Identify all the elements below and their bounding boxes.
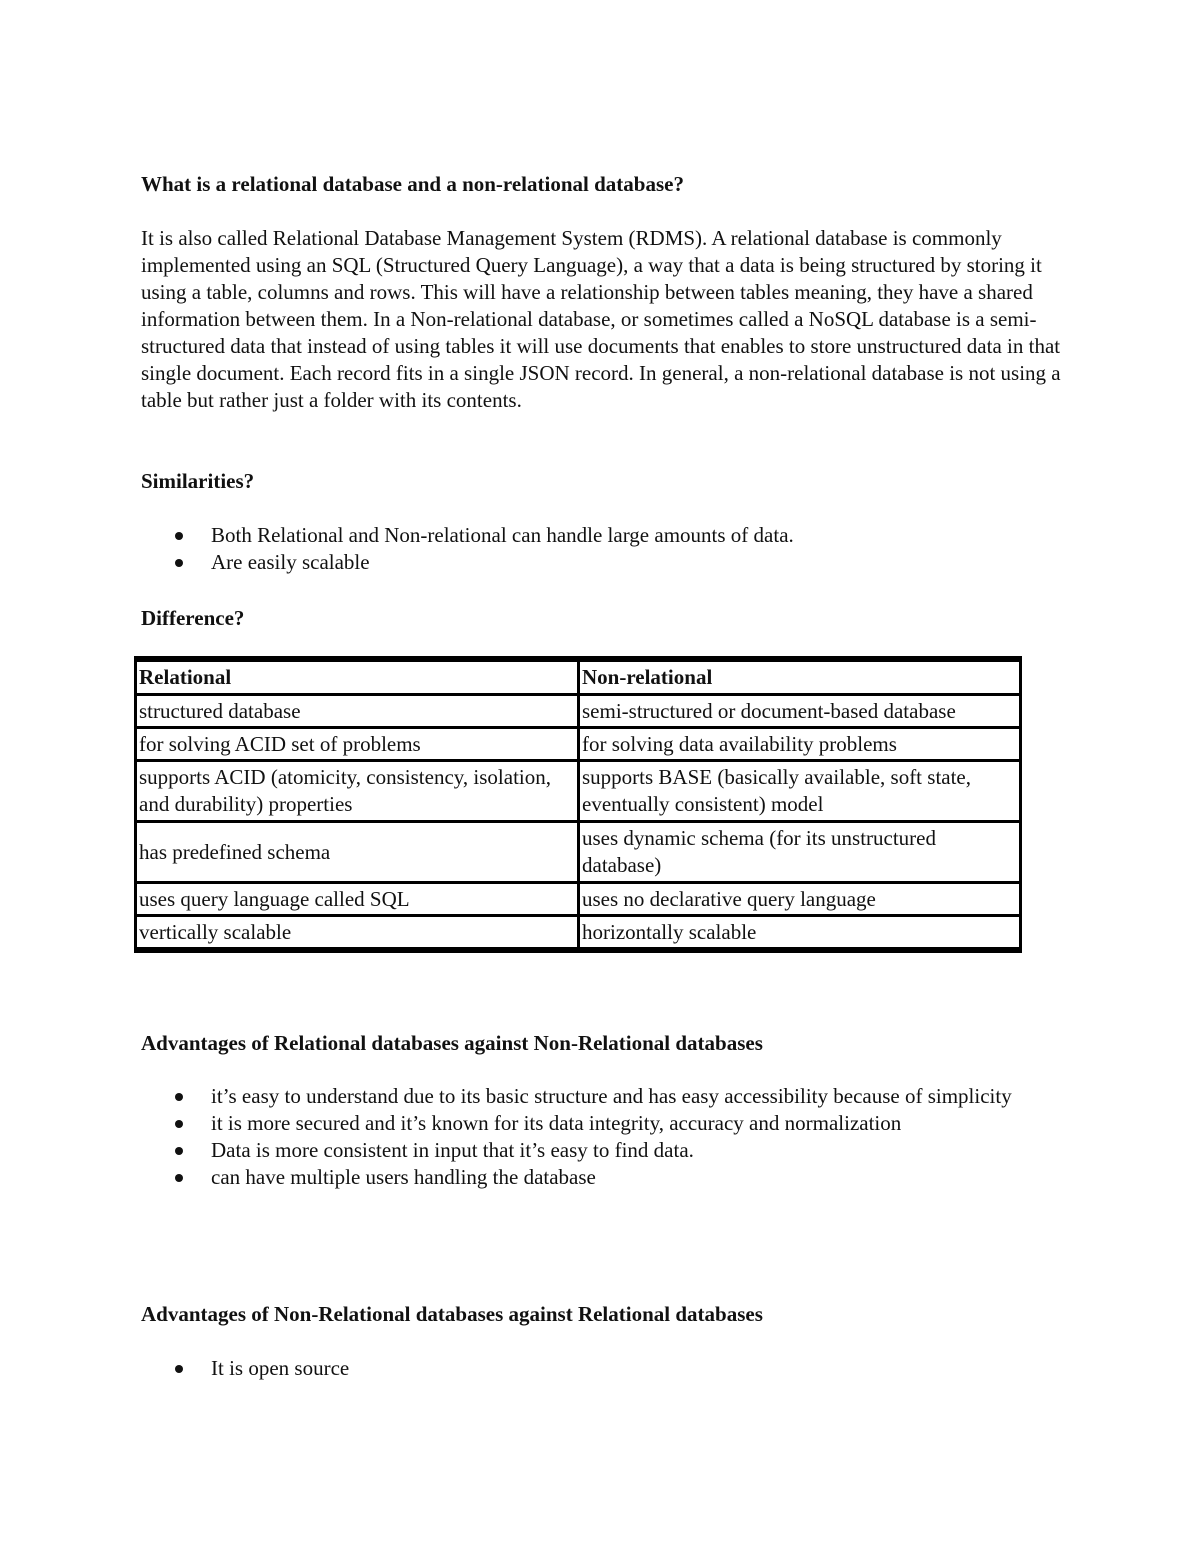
bullet-icon <box>175 1174 183 1182</box>
list-item <box>141 549 1041 576</box>
table-cell: for solving data availability problems <box>580 729 1019 759</box>
table-row <box>137 917 1019 947</box>
list-item-text: Are easily scalable <box>211 550 370 574</box>
list-item-text: Data is more consistent in input that it’s easy to find data. <box>211 1138 694 1162</box>
table-row <box>137 884 1019 914</box>
table-cell: uses dynamic schema (for its unstructured database) <box>580 823 1019 881</box>
advantages-nonrelational-list <box>141 1355 1041 1382</box>
bullet-icon <box>175 559 183 567</box>
advantages-nonrelational-heading: Advantages of Non-Relational databases against Relational databases <box>141 1302 763 1326</box>
table-header-row <box>137 662 1019 693</box>
list-item-text: it is more secured and it’s known for its data integrity, accuracy and normalization <box>211 1111 902 1135</box>
list-item <box>141 522 1041 549</box>
bullet-icon <box>175 1147 183 1155</box>
difference-heading: Difference? <box>141 606 245 630</box>
list-item-text: Both Relational and Non-relational can handle large amounts of data. <box>211 523 794 547</box>
table-cell: supports ACID (atomicity, consistency, isolation, and durability) properties <box>137 762 580 820</box>
bullet-icon <box>175 532 183 540</box>
question-heading: What is a relational database and a non-relational database? <box>141 172 684 196</box>
table-row <box>137 823 1019 881</box>
intro-paragraph: It is also called Relational Database Management System (RDMS). A relational database is commonly implemented using an SQL (Structured Query Language), a way that a data is being structured by storing it using a table, columns and rows. This will have a relationship between tables meaning, they have a shared information between them. In a Non-relational database, or sometimes called a NoSQL database is a semi-structured data that instead of using tables it will use documents that enables to store unstructured data in that single document. Each record fits in a single JSON record. In general, a non-relational database is not using a table but rather just a folder with its contents. <box>141 226 1061 412</box>
advantages-relational-heading: Advantages of Relational databases against Non-Relational databases <box>141 1031 763 1055</box>
list-item <box>141 1083 1041 1110</box>
table-row <box>137 696 1019 726</box>
list-item-text: It is open source <box>211 1356 350 1380</box>
table-cell: horizontally scalable <box>580 917 1019 947</box>
table-cell: structured database <box>137 696 580 726</box>
similarities-heading: Similarities? <box>141 469 255 493</box>
list-item <box>141 1355 1041 1382</box>
advantages-relational-list <box>141 1083 1041 1191</box>
table-cell: for solving ACID set of problems <box>137 729 580 759</box>
table-row <box>137 762 1019 820</box>
list-item <box>141 1110 1041 1137</box>
bullet-icon <box>175 1093 183 1101</box>
table-header-cell: Non-relational <box>580 662 1019 693</box>
table-cell: semi-structured or document-based database <box>580 696 1019 726</box>
list-item <box>141 1137 1041 1164</box>
list-item-text: it’s easy to understand due to its basic structure and has easy accessibility because of simplicity <box>211 1084 1012 1108</box>
similarities-list <box>141 522 1041 576</box>
table-cell: uses query language called SQL <box>137 884 580 914</box>
comparison-table <box>134 656 1022 953</box>
bullet-icon <box>175 1120 183 1128</box>
list-item <box>141 1164 1041 1191</box>
table-header-cell: Relational <box>137 662 580 693</box>
table-cell: supports BASE (basically available, soft state, eventually consistent) model <box>580 762 1019 820</box>
table-row <box>137 729 1019 759</box>
table-cell: uses no declarative query language <box>580 884 1019 914</box>
bullet-icon <box>175 1365 183 1373</box>
table-cell: has predefined schema <box>137 823 580 881</box>
table-cell: vertically scalable <box>137 917 580 947</box>
list-item-text: can have multiple users handling the database <box>211 1165 596 1189</box>
